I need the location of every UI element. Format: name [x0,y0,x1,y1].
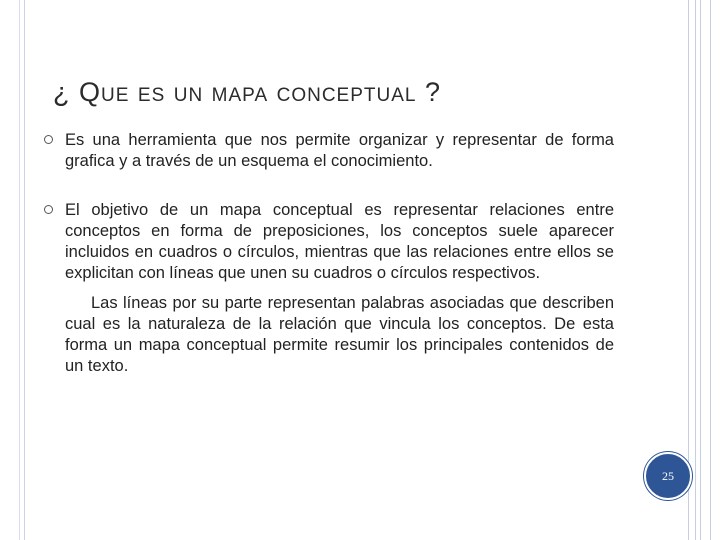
bullet-circle-icon [44,135,53,144]
body-paragraph: Las líneas por su parte representan palabras asociadas que describen cual es la naturaleza de la relación que vincula los conceptos. De esta forma un mapa conceptual permite resumir los principales contenidos de un texto. [65,294,614,375]
slide-content [44,130,614,377]
left-decorative-border [0,0,25,540]
border-line [688,0,689,540]
right-decorative-border [686,0,720,540]
slide-title: ¿ Que es un mapa conceptual ? [53,77,441,107]
bullet-item [44,130,614,172]
border-line [695,0,696,540]
bullet-text: El objetivo de un mapa conceptual es representar relaciones entre conceptos en forma de preposiciones, los conceptos suele aparecer incluidos en cuadros o círculos, mientras que las relaciones entre ellos se explicitan con líneas que unen su cuadros o círculos respectivos. [65,201,614,282]
page-number-badge [644,452,692,500]
page-number: 25 [662,468,674,483]
border-line [700,0,701,540]
border-line [710,0,711,540]
bullet-text: Es una herramienta que nos permite organizar y representar de forma grafica y a través de un esquema el conocimiento. [65,131,614,170]
bullet-circle-icon [44,205,53,214]
bullet-item [44,200,614,284]
